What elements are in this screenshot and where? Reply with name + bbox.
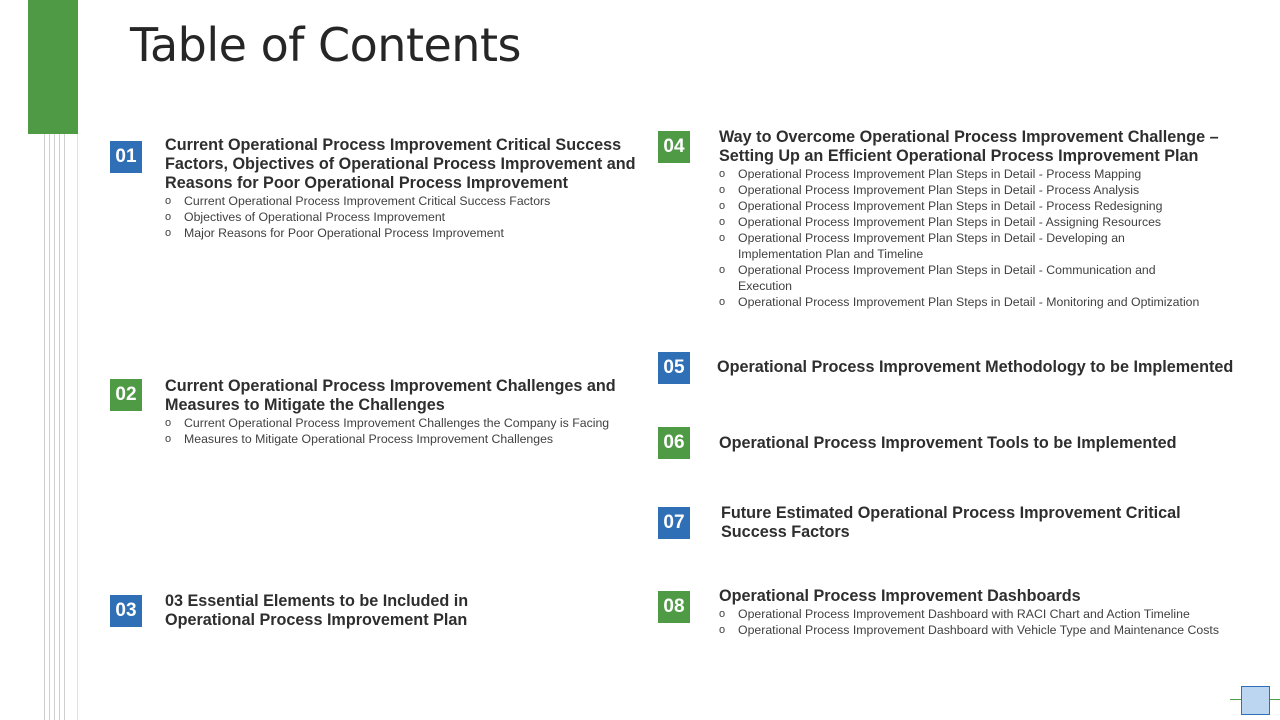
page-title: Table of Contents	[130, 18, 521, 72]
toc-section-03[interactable]	[165, 592, 495, 630]
subtopic-list	[165, 415, 635, 447]
toc-section-08[interactable]	[719, 587, 1274, 638]
list-item: o Operational Process Improvement Plan Steps in Detail - Process Mapping	[719, 167, 1142, 181]
circle-bullet-icon: o	[165, 211, 172, 223]
section-title[interactable]: 03 Essential Elements to be Included in Operational Process Improvement Plan	[165, 592, 469, 629]
list-item: o Major Reasons for Poor Operational Process Improvement	[165, 226, 504, 240]
list-item: o Current Operational Process Improvement Challenges the Company is Facing	[165, 416, 610, 430]
list-item: o Operational Process Improvement Plan Steps in Detail - Process Redesigning	[719, 199, 1163, 213]
circle-bullet-icon: o	[719, 184, 726, 196]
toc-section-04[interactable]	[719, 128, 1244, 310]
section-number-badge: 08	[658, 591, 690, 623]
corner-accent-square	[1241, 686, 1270, 715]
toc-section-02[interactable]	[165, 377, 635, 447]
green-accent-bar	[28, 0, 78, 134]
list-item: o Objectives of Operational Process Improvement	[165, 210, 446, 224]
list-item: o Operational Process Improvement Dashboard with Vehicle Type and Maintenance Costs	[719, 623, 1219, 637]
section-number-badge: 07	[658, 507, 690, 539]
decorative-line	[54, 134, 55, 720]
circle-bullet-icon: o	[719, 200, 726, 212]
subtopic-list	[165, 193, 645, 241]
circle-bullet-icon: o	[719, 168, 726, 180]
decorative-line	[59, 134, 60, 720]
circle-bullet-icon: o	[719, 216, 726, 228]
circle-bullet-icon: o	[719, 264, 726, 276]
decorative-line	[64, 134, 65, 720]
section-title[interactable]: Future Estimated Operational Process Improvement Critical Success Factors	[721, 504, 1181, 541]
section-title[interactable]: Way to Overcome Operational Process Improvement Challenge – Setting Up an Efficient Operational Process Improvement Plan	[719, 128, 1219, 165]
circle-bullet-icon: o	[165, 417, 172, 429]
list-item: o Measures to Mitigate Operational Process Improvement Challenges	[165, 432, 554, 446]
section-number-badge: 05	[658, 352, 690, 384]
circle-bullet-icon: o	[165, 227, 172, 239]
circle-bullet-icon: o	[719, 232, 726, 244]
decorative-line	[77, 134, 78, 720]
list-item: o Operational Process Improvement Plan Steps in Detail - Process Analysis	[719, 183, 1140, 197]
section-number-badge: 02	[110, 379, 142, 411]
toc-section-07[interactable]	[721, 504, 1196, 542]
section-title[interactable]: Operational Process Improvement Dashboards	[719, 587, 1081, 605]
circle-bullet-icon: o	[719, 296, 726, 308]
section-title[interactable]: Operational Process Improvement Tools to be Implemented	[719, 434, 1177, 452]
toc-section-01[interactable]	[165, 136, 645, 241]
list-item: o Operational Process Improvement Plan Steps in Detail - Assigning Resources	[719, 215, 1162, 229]
section-title[interactable]: Operational Process Improvement Methodology to be Implemented	[717, 358, 1234, 376]
section-number-badge: 01	[110, 141, 142, 173]
decorative-line	[44, 134, 45, 720]
circle-bullet-icon: o	[165, 195, 172, 207]
list-item: o Operational Process Improvement Plan Steps in Detail - Monitoring and Optimization	[719, 295, 1200, 309]
section-title[interactable]: Current Operational Process Improvement Critical Success Factors, Objectives of Operational Process Improvement and Reasons for Poor Operational Process Improvement	[165, 136, 636, 192]
subtopic-list	[719, 166, 1244, 310]
section-title[interactable]: Current Operational Process Improvement Challenges and Measures to Mitigate the Challenges	[165, 377, 616, 414]
section-number-badge: 03	[110, 595, 142, 627]
toc-section-05[interactable]	[717, 358, 1262, 377]
circle-bullet-icon: o	[165, 433, 172, 445]
subtopic-list	[719, 606, 1274, 638]
list-item: o Operational Process Improvement Plan Steps in Detail - Developing an Implementation Plan and Timeline	[719, 231, 1125, 261]
list-item: o Current Operational Process Improvement Critical Success Factors	[165, 194, 551, 208]
list-item: o Operational Process Improvement Dashboard with RACI Chart and Action Timeline	[719, 607, 1190, 621]
circle-bullet-icon: o	[719, 608, 726, 620]
section-number-badge: 04	[658, 131, 690, 163]
decorative-line	[49, 134, 50, 720]
toc-section-06[interactable]	[719, 434, 1239, 453]
list-item: o Operational Process Improvement Plan Steps in Detail - Communication and Execution	[719, 263, 1156, 293]
circle-bullet-icon: o	[719, 624, 726, 636]
section-number-badge: 06	[658, 427, 690, 459]
